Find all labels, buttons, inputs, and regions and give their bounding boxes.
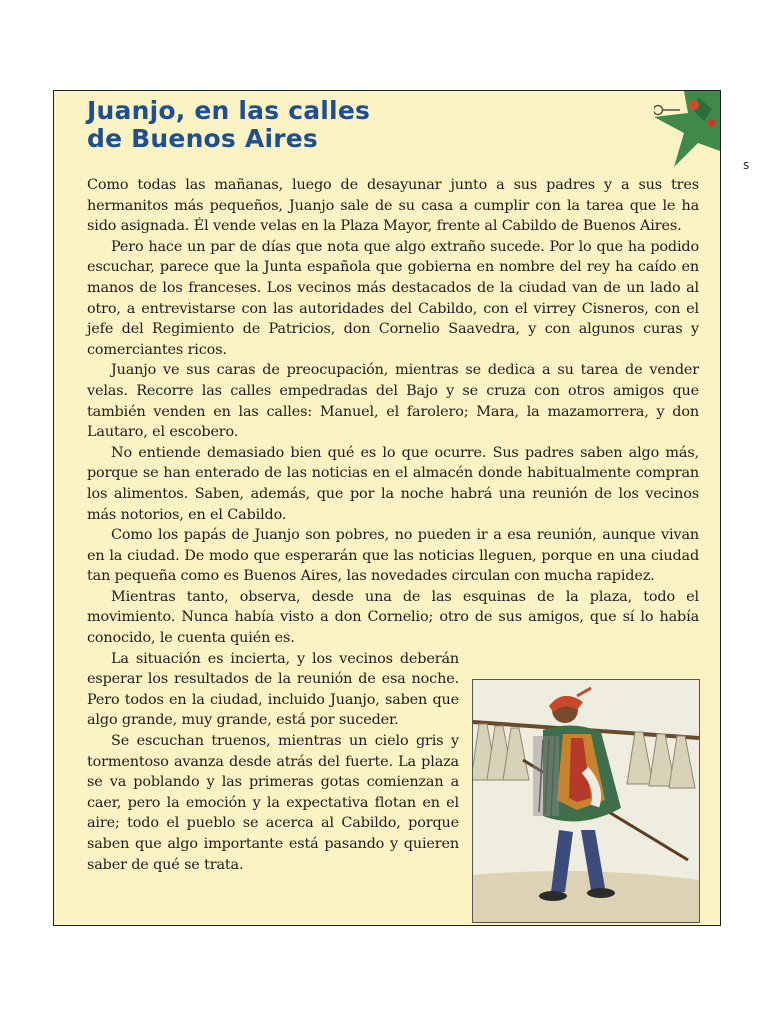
paragraph-7: La situación es incierta, y los vecinos deberán esperar los resultados de la reunión de esa noche. Pero todos en la ciudad, incluido Juanjo, saben que algo grande, muy grande, está por suceder. [87,650,459,729]
paragraph-3: Juanjo ve sus caras de preocupación, mientras se dedica a su tarea de vender velas. Recorre las calles empedradas del Bajo y se cruza con otros amigos que también venden en las calles: Manuel, el farolero; Mara, la mazamorrera, y don Lautaro, el escobero. [87,362,699,441]
title-line-2: de Buenos Aires [87,124,319,153]
paragraph-2: Pero hace un par de días que nota que algo extraño sucede. Por lo que ha podido escuchar, parece que la Junta española que gobierna en nombre del rey ha caído en manos de los franceses. Los vecinos más destacados de la ciudad van de un lado al otro, a entrevistarse con las autoridades del Cabildo, con el virrey Cisneros, con el jefe del Regimiento de Patricios, don Cornelio Saavedra, y con algunos curas y comerciantes ricos. [87,238,699,358]
book-page [53,90,721,926]
paragraph-8: Se escuchan truenos, mientras un cielo gris y tormentoso avanza desde atrás del fuerte. La plaza se va poblando y las primeras gotas comienzan a caer, pero la emoción y la expectativa flotan en el aire; todo el pueblo se acerca al Cabildo, porque saben que algo importante está pasando y quieren saber de qué se trata. [87,733,459,873]
vendor-figure-icon [473,680,699,922]
paragraph-5: Como los papás de Juanjo son pobres, no pueden ir a esa reunión, aunque vivan en la ciudad. De modo que esperarán que las noticias lleguen, porque en una ciudad tan pequeña como es Buenos Aires, las novedades circulan con mucha rapidez. [87,527,699,585]
paragraph-4: No entiende demasiado bien qué es lo que ocurre. Sus padres saben algo más, porque se han enterado de las noticias en el almacén donde habitualmente compran los alimentos. Saben, además, que por la noche habrá una reunión de los vecinos más notorios, en el Cabildo. [87,444,699,523]
page-title [87,97,370,153]
star-decoration-icon [654,91,720,167]
paragraph-6: Mientras tanto, observa, desde una de las esquinas de la plaza, todo el movimiento. Nunca había visto a don Cornelio; otro de sus amigos, que sí lo había conocido, le cuenta quién es. [87,588,699,647]
margin-mark: s [743,158,750,172]
candle-seller-illustration [472,679,700,923]
title-line-1: Juanjo, en las calles [87,96,371,125]
paragraph-1: Como todas las mañanas, luego de desayunar junto a sus padres y a sus tres hermanitos más pequeños, Juanjo sale de su casa a cumplir con la tarea que le ha sido asignada. Él vende velas en la Plaza Mayor, frente al Cabildo de Buenos Aires. [87,177,699,235]
